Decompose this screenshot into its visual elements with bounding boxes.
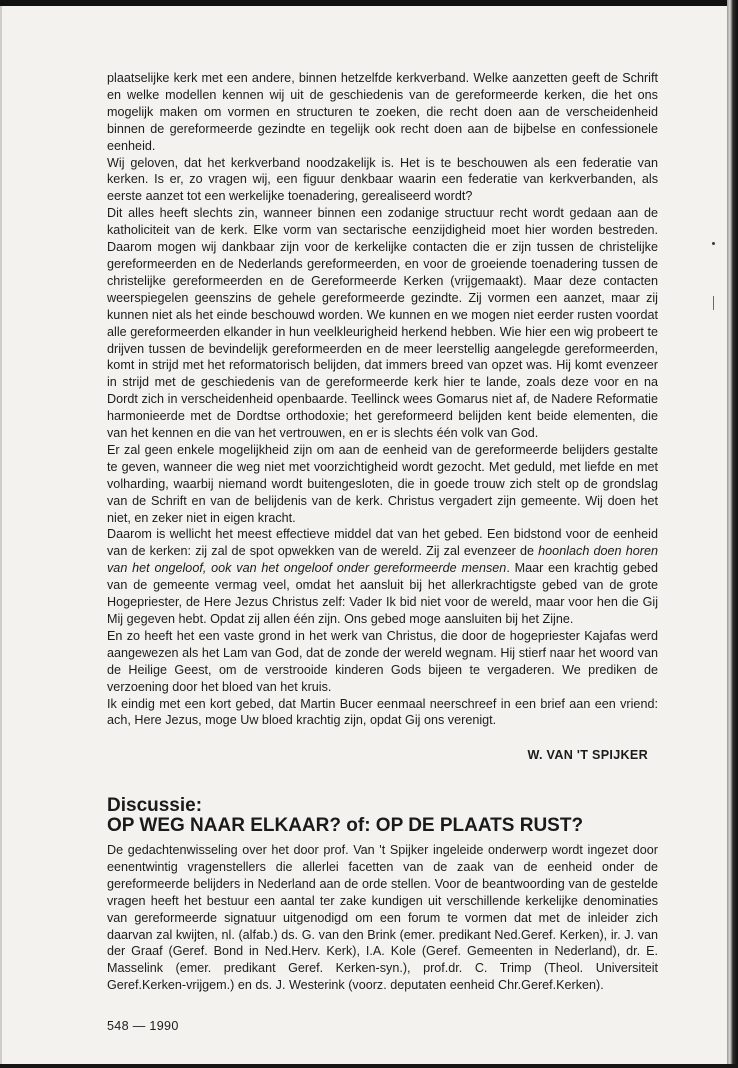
author-signature: W. VAN 'T SPIJKER: [527, 748, 648, 762]
scan-left-edge: [0, 6, 2, 1068]
paragraph-7: Ik eindig met een kort gebed, dat Martin Bucer eenmaal neerschreef in een brief aan een vriend: ach, Here Jezus, moge Uw bloed krachtig zijn, opdat Gij ons verenigt.: [107, 696, 658, 728]
scan-bottom-edge: [0, 1064, 738, 1068]
paragraph-2: Wij geloven, dat het kerkverband noodzakelijk is. Het is te beschouwen als een federatie van kerken. Is er, zo vragen wij, een figuur denkbaar waarin een federatie van kerkverbanden, als eerste aanzet tot een werkelijke toenadering, gerealiseerd wordt?: [107, 155, 658, 204]
paragraph-3: Dit alles heeft slechts zin, wanneer binnen een zodanige structuur recht wordt gedaan aan de katholiciteit van de kerk. Elke vorm van sectarische eenzijdigheid moet hier worden bestreden. Daarom mogen wij dankbaar zijn voor de kerkelijke contacten die er zijn tussen de christelijke gereformeerden en de Nederlands gereformeerden, en voor de groeiende toenadering tussen de christelijke gereformeerden en de Gereformeerde Kerken (vrijgemaakt). Maar deze contacten weerspiegelen geenszins de gehele gereformeerde gezindte. Zij vormen een aanzet, maar zij kunnen niet als het einde beschouwd worden. We kunnen en we mogen niet eerder rusten voordat alle gereformeerden elkander in hun veelkleurigheid herkend hebben. Wie hier een wig probeert te drijven tussen de bevindelijk gereformeerden en de meer leerstellig aangelegde gereformeerden, komt in strijd met het reformatorisch belijden, dat immers breed van opzet was. Hij komt evenzeer in strijd met de geschiedenis van de gereformeerde kerk hier te lande, zoals deze voor en na Dordt zich in verscheidenheid openbaarde. Teellinck wees Gomarus niet af, de Nadere Reformatie harmonieerde met de Dordtse orthodoxie; het gereformeerd belijden kent beide elementen, die van het kennen en die van het vertrouwen, en er is slechts één volk van God.: [107, 206, 658, 441]
document-page: [0, 6, 728, 1066]
discussion-title: OP WEG NAAR ELKAAR? of: OP DE PLAATS RUST?: [107, 815, 584, 836]
paragraph-1: plaatselijke kerk met een andere, binnen hetzelfde kerkverband. Welke aanzetten geeft de Schrift en welke modellen kennen wij uit de geschiedenis van de gereformeerde kerken, die het ons mogelijk maken om vormen en structuren te zoeken, die recht doen aan de verscheidenheid binnen de gereformeerde gezindte en tegelijk ook recht doen aan de bijbelse en confessionele eenheid.: [107, 71, 658, 153]
discussion-body: [107, 842, 658, 994]
discussion-paragraph: De gedachtenwisseling over het door prof. Van 't Spijker ingeleide onderwerp wordt ingezet door eenentwintig vragenstellers die allerlei facetten van de zaak van de eenheid onder de gereformeerde belijders in Nederland aan de orde stellen. Voor de beantwoording van de gestelde vragen heeft het bestuur een aantal ter zake kundigen uit verschillende kerkelijke denominaties van gereformeerde signatuur uitgenodigd om een forum te vormen dat met de inleider zich daarvan zal kwijten, nl. (alfab.) ds. G. van den Brink (emer. predikant Ned.Geref. Kerken), ir. J. van der Graaf (Geref. Bond in Ned.Herv. Kerk), I.A. Kole (Geref. Gemeenten in Nederland), dr. E. Masselink (emer. predikant Geref. Kerken-syn.), prof.dr. C. Trimp (Theol. Universiteit Geref.Kerken-vrijgem.) en ds. J. Westerink (voorz. deputaten eenheid Chr.Geref.Kerken).: [107, 843, 658, 993]
prayer-text-italic: hoonlach doen horen van het ongeloof, ook van het ongeloof onder gereformeerde mensen: [107, 544, 658, 576]
article-body: [107, 70, 658, 729]
prayer-text-end: . Maar een krachtig gebed van de gemeente vermag veel, omdat het aansluit bij het allerkrachtigste gebed van de grote Hogepriester, de Here Jezus Christus zelf: Vader Ik bid niet voor de wereld, maar voor hen die Gij Mij gegeven hebt. Opdat zij allen één zijn. Ons gebed moge aansluiten bij het Zijne.: [107, 561, 659, 626]
page-number: 548 — 1990: [107, 1019, 179, 1033]
discussion-label: Discussie:: [107, 795, 203, 816]
discussion-heading: [107, 796, 667, 836]
prayer-text-start: Daarom is wellicht het meest effectieve middel dat van het gebed. Een bidstond voor de eenheid van de kerken: zij zal de spot opwekken van de wereld. Zij zal evenzeer de: [107, 527, 658, 559]
scan-right-edge: [727, 0, 738, 1068]
scan-mark: [713, 296, 714, 310]
paragraph-4: Er zal geen enkele mogelijkheid zijn om aan de eenheid van de gereformeerde belijders gestalte te geven, wanneer die weg niet met voorzichtigheid wordt gezocht. Met geduld, met liefde en met volharding, waarbij niemand wordt buitengesloten, die in goede trouw zich stelt op de grondslag van de Schrift en van de belijdenis van de kerk. Christus vergadert zijn gemeente. Wij doen het niet, en zeker niet in eigen kracht.: [107, 442, 658, 525]
scan-speck: [712, 242, 715, 245]
paragraph-6: En zo heeft het een vaste grond in het werk van Christus, die door de hogepriester Kajafas werd aangewezen als het Lam van God, dat de zonde der wereld wegnam. Hij stierf naar het woord van de Heilige Geest, om de verstrooide kinderen Gods bijeen te vergaderen. We prediken de verzoening door het bloed van het kruis.: [107, 628, 658, 694]
paragraph-5: [107, 526, 658, 627]
